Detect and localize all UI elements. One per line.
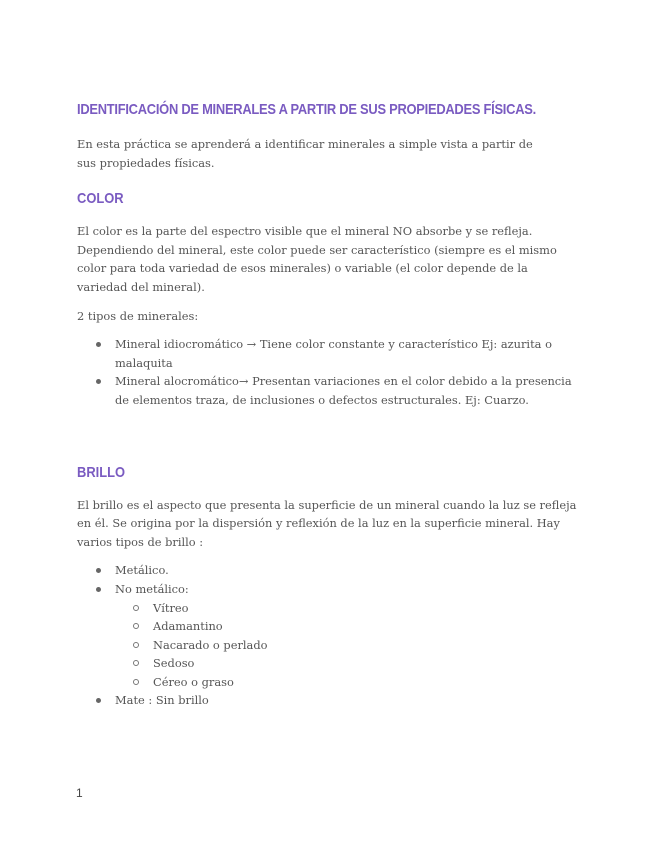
sublist-item bbox=[115, 654, 577, 673]
bullet-icon bbox=[96, 698, 101, 703]
hollow-bullet-icon bbox=[133, 679, 139, 685]
list-item-text: Mineral idiocromático → Tiene color constante y característico Ej: azurita o malaquita bbox=[115, 337, 552, 370]
hollow-bullet-icon bbox=[133, 605, 139, 611]
color-types-intro: 2 tipos de minerales: bbox=[77, 308, 199, 323]
bullet-icon bbox=[96, 379, 101, 384]
document-content bbox=[77, 101, 577, 710]
bullet-icon bbox=[96, 342, 101, 347]
list-item bbox=[77, 561, 577, 580]
bullet-icon bbox=[96, 587, 101, 592]
sublist-item-text: Sedoso bbox=[153, 656, 195, 671]
sublist-item-text: Vítreo bbox=[153, 600, 189, 615]
sublist-item-text: Céreo o graso bbox=[153, 674, 234, 689]
sublist-item-text: Nacarado o perlado bbox=[153, 637, 268, 652]
sublist-item bbox=[115, 673, 577, 692]
brillo-paragraph: El brillo es el aspecto que presenta la superficie de un mineral cuando la luz se refleja en él. Se origina por la dispersión y reflexión de la luz en la superficie mineral. Hay varios tipos de brillo : bbox=[77, 497, 577, 549]
no-metalico-sublist bbox=[115, 599, 577, 692]
list-item-text: No metálico: bbox=[115, 581, 189, 596]
page-number: 1 bbox=[76, 786, 83, 800]
hollow-bullet-icon bbox=[133, 642, 139, 648]
color-types-list bbox=[77, 335, 577, 409]
section-heading-brillo: BRILLO bbox=[77, 463, 126, 481]
list-item bbox=[77, 691, 577, 710]
section-heading-color: COLOR bbox=[77, 190, 124, 208]
sublist-item bbox=[115, 617, 577, 636]
color-paragraph: El color es la parte del espectro visible que el mineral NO absorbe y se refleja. Dependiendo del mineral, este color puede ser característico (siempre es el mismo color para toda variedad de esos minerales) o variable (el color depende de la variedad del mineral). bbox=[77, 224, 557, 294]
sublist-item bbox=[115, 599, 577, 618]
hollow-bullet-icon bbox=[133, 660, 139, 666]
list-item bbox=[77, 580, 577, 692]
brillo-types-list bbox=[77, 561, 577, 710]
document-title: IDENTIFICACIÓN DE MINERALES A PARTIR DE SUS PROPIEDADES FÍSICAS. bbox=[77, 101, 536, 118]
sublist-item bbox=[115, 636, 577, 655]
list-item bbox=[77, 335, 577, 372]
bullet-icon bbox=[96, 568, 101, 573]
hollow-bullet-icon bbox=[133, 623, 139, 629]
sublist-item-text: Adamantino bbox=[153, 619, 223, 634]
list-item-text: Metálico. bbox=[115, 563, 169, 578]
list-item bbox=[77, 372, 577, 409]
list-item-text: Mate : Sin brillo bbox=[115, 693, 209, 708]
intro-paragraph: En esta práctica se aprenderá a identificar minerales a simple vista a partir de sus propiedades físicas. bbox=[77, 137, 533, 170]
list-item-text: Mineral alocromático→ Presentan variaciones en el color debido a la presencia de elementos traza, de inclusiones o defectos estructurales. Ej: Cuarzo. bbox=[115, 374, 572, 407]
